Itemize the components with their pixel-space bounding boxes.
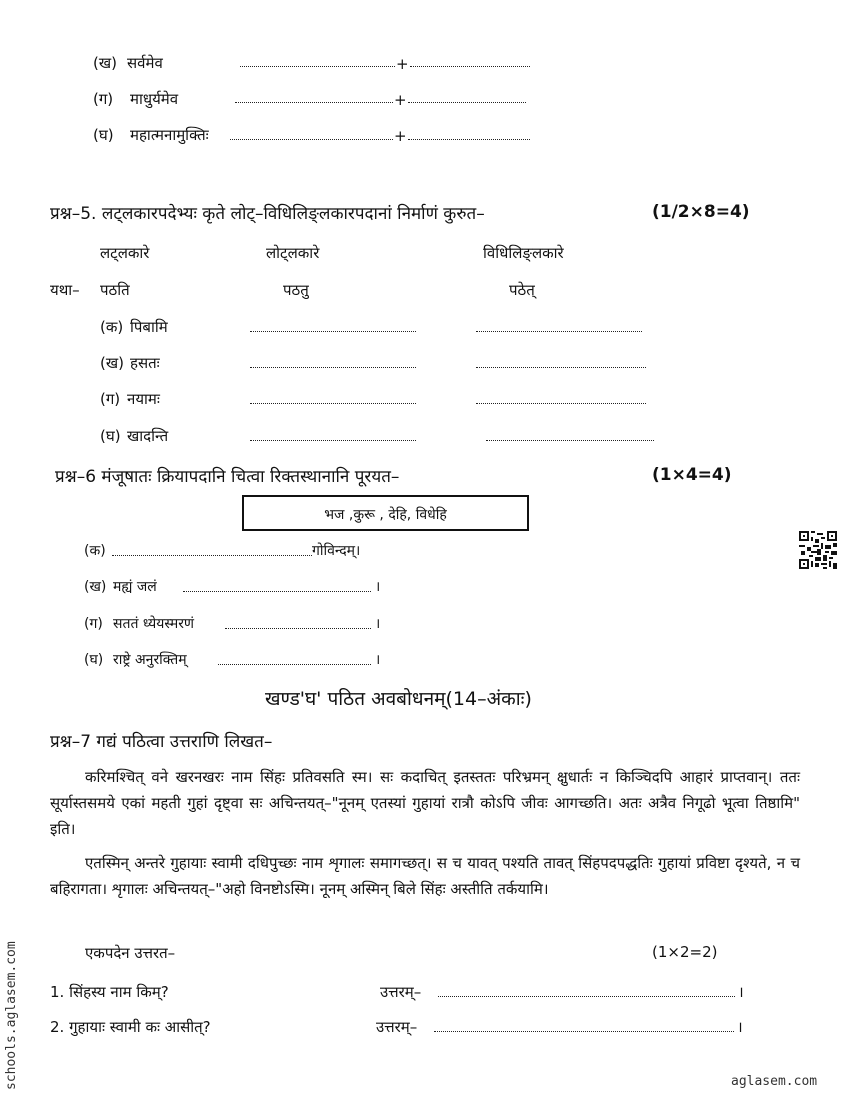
sub-question-title: एकपदेन उत्तरत–: [85, 944, 176, 962]
passage-paragraph: करिमश्चित् वने खरनखरः नाम सिंहः प्रतिवसति स्म। सः कदाचित् इतस्ततः परिभ्रमन् क्षुधार्तः न किञ्चिदपि आहारं प्राप्तवान्। ततः सूर्यास्तसमये एकां महती गुहां दृष्ट्वा सः अचिन्तयत्–"नूनम् एतस्यां गुहायां रात्रौ कोऽपि जीवः आगच्छति। अतः अत्रैव निगूढो भूत्वा तिष्ठामि" इति।: [50, 768, 800, 838]
blank-line: [250, 403, 416, 404]
passage-paragraph: एतस्मिन् अन्तरे गुहायाः स्वामी दधिपुच्छः नाम शृगालः समागच्छत्। स च यावत् पश्यति तावत् सिंहपदपद्धतिः गुहायां प्रविष्टा दृश्यते, न च बहिरागता। शृगालः अचिन्तयत्–"अहो विनष्टोऽस्मि। नूनम् अस्मिन् बिले सिंहः अस्तीति तर्कयामि।: [50, 854, 800, 898]
q6-row-end: ।: [375, 652, 381, 668]
q5-row-label: (घ): [100, 427, 121, 445]
example-lat: पठति: [100, 281, 130, 299]
q6-row-start: राष्ट्रे अनुरक्तिम्: [113, 652, 187, 668]
blank-line: [218, 664, 371, 665]
answer-label: उत्तरम्–: [380, 983, 422, 1001]
q6-row-label: (ख): [84, 579, 107, 595]
blank-line: [225, 628, 371, 629]
q6-row-start: मह्यं जलं: [113, 579, 157, 595]
question-text: 1. सिंहस्य नाम किम्?: [50, 983, 169, 1001]
example-vidhiling: पठेत्: [509, 281, 535, 299]
sub-question-marks: (1×2=2): [652, 943, 718, 961]
answer-line: [438, 996, 735, 997]
q6-marks: (1×4=4): [652, 465, 732, 485]
q6-row-label: (ग): [84, 616, 103, 632]
blank-line: [250, 440, 416, 441]
q5-row-word: नयामः: [127, 390, 160, 408]
blank-line: [230, 139, 393, 140]
word-box: [242, 495, 529, 531]
q6-row-end: ।: [375, 616, 381, 632]
q7-title: प्रश्न–7 गद्यं पठित्वा उत्तराणि लिखत–: [50, 732, 273, 752]
q6-row-end: गोविन्दम्।: [312, 543, 361, 559]
blank-line: [408, 139, 530, 140]
q5-row-word: हसतः: [130, 354, 160, 372]
blank-line: [476, 367, 646, 368]
blank-line: [476, 403, 646, 404]
word-box-text: भज ,कुरू , देहि, विधेहि: [324, 507, 447, 523]
qr-code-icon: [799, 531, 837, 569]
q6-row-start: सततं ध्येयस्मरणं: [113, 616, 195, 632]
section-heading: खण्ड'घ' पठित अवबोधनम्(14–अंकाः): [265, 688, 532, 710]
blank-line: [240, 66, 395, 67]
q4-item-word: महात्मनामुक्तिः: [130, 126, 209, 144]
q5-marks: (1/2×8=4): [652, 202, 750, 222]
q4-item-word: माधुर्यमेव: [130, 90, 179, 108]
q6-title: प्रश्न–6 मंजूषातः क्रियापदानि चित्वा रिक्तस्थानानि पूरयत–: [55, 467, 400, 487]
q5-row-word: पिबामि: [130, 318, 168, 336]
example-lot: पठतु: [283, 281, 309, 299]
blank-line: [250, 331, 416, 332]
example-label: यथा–: [50, 281, 80, 299]
blank-line: [250, 367, 416, 368]
column-header-vidhiling: विधिलिङ्लकारे: [483, 244, 564, 262]
plus-sign: +: [394, 91, 407, 109]
q6-row-label: (क): [84, 543, 106, 559]
site-footer: aglasem.com: [731, 1074, 818, 1089]
q5-title: प्रश्न–5. लट्लकारपदेभ्यः कृते लोट्–विधिलिङ्लकारपदानां निर्माणं कुरुत–: [50, 204, 485, 224]
q4-item-word: सर्वमेव: [127, 54, 163, 72]
blank-line: [476, 331, 642, 332]
q4-item-label: (घ): [93, 126, 114, 144]
plus-sign: +: [394, 127, 407, 145]
answer-line: [434, 1031, 734, 1032]
q5-row-word: खादन्ति: [127, 427, 169, 445]
q6-row-label: (घ): [84, 652, 104, 668]
answer-end: ।: [738, 983, 744, 1001]
question-text: 2. गुहायाः स्वामी कः आसीत्?: [50, 1018, 211, 1036]
q5-row-label: (ग): [100, 390, 121, 408]
column-header-lat: लट्लकारे: [100, 244, 150, 262]
q4-item-label: (ख): [93, 54, 117, 72]
blank-line: [235, 102, 393, 103]
answer-label: उत्तरम्–: [376, 1018, 418, 1036]
q6-row-end: ।: [375, 579, 381, 595]
column-header-lot: लोट्लकारे: [266, 244, 320, 262]
watermark-text: schools.aglasem.com: [4, 941, 19, 1090]
q5-row-label: (क): [100, 318, 124, 336]
plus-sign: +: [396, 55, 409, 73]
q5-row-label: (ख): [100, 354, 124, 372]
answer-end: ।: [737, 1018, 743, 1036]
blank-line: [408, 102, 526, 103]
blank-line: [112, 555, 312, 556]
q4-item-label: (ग): [93, 90, 114, 108]
blank-line: [410, 66, 530, 67]
blank-line: [183, 591, 371, 592]
blank-line: [486, 440, 654, 441]
